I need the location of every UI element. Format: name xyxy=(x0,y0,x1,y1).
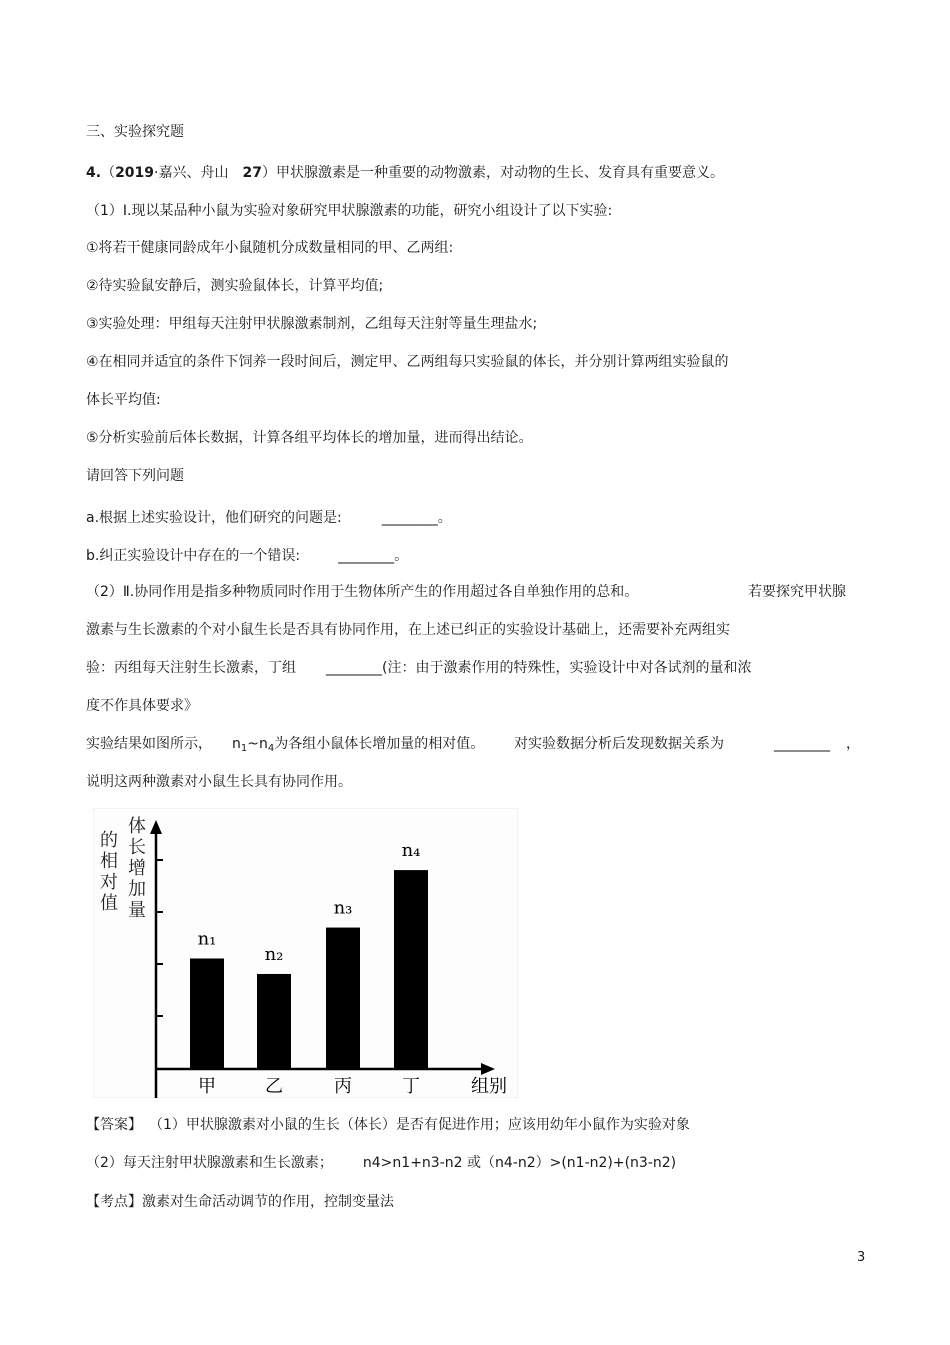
result-line xyxy=(86,734,484,759)
result-d: 说明这两种激素对小鼠生长具有协同作用。 xyxy=(86,774,352,790)
result-b: 为各组小鼠体长增加量的相对值。 xyxy=(274,736,485,752)
bar-label-4: n₄ xyxy=(401,840,421,862)
kaodian-text: 激素对生命活动调节的作用，控制变量法 xyxy=(142,1194,394,1210)
result-a: 实验结果如图所示， xyxy=(86,736,212,752)
source-number: 27 xyxy=(242,165,262,181)
blank-c: ________ xyxy=(326,660,382,676)
step-2: ②待实验鼠安静后，测实验鼠体长，计算平均值; xyxy=(86,278,384,294)
bar-3 xyxy=(326,928,360,1069)
y-axis-label-char: 增 xyxy=(128,858,146,879)
question-intro: ）甲状腺激素是一种重要的动物激素，对动物的生长、发育具有重要意义。 xyxy=(261,165,724,181)
bar-2 xyxy=(257,974,291,1069)
question-a xyxy=(86,508,452,528)
result-sub1: 1 xyxy=(240,743,248,754)
answer-line2 xyxy=(86,1153,676,1173)
answer-part2-a: （2）每天注射甲状腺激素和生长激素； xyxy=(86,1155,333,1171)
answer-line1 xyxy=(86,1115,690,1135)
part2-e: (注：由于激素作用的特殊性，实验设计中对各试剂的量和浓 xyxy=(382,660,752,676)
result-n1: n xyxy=(232,736,241,752)
kaodian-label: 【考点】 xyxy=(86,1194,142,1210)
answer-part1: （1）甲状腺激素对小鼠的生长（体长）是否有促进作用；应该用幼年小鼠作为实验对象 xyxy=(156,1117,690,1133)
question-number: 4. xyxy=(86,165,102,181)
bar-label-1: n₁ xyxy=(197,928,217,950)
bar-4 xyxy=(394,870,428,1069)
blank-a: ________ xyxy=(381,510,438,526)
period-b: 。 xyxy=(394,548,409,564)
part2-line3 xyxy=(86,658,751,678)
y-axis-label-char: 长 xyxy=(128,837,146,858)
question-a-text: a.根据上述实验设计，他们研究的问题是: xyxy=(86,510,342,526)
part2-f: 度不作具体要求》 xyxy=(86,698,198,714)
prompt: 请回答下列问题 xyxy=(86,468,184,484)
answer-label: 【答案】 xyxy=(86,1117,142,1133)
source-open: （ xyxy=(101,165,116,181)
y-axis-label-char: 体 xyxy=(128,816,146,837)
bar-1 xyxy=(190,959,224,1070)
result-c: 对实验数据分析后发现数据关系为 xyxy=(514,736,724,752)
bar-label-3: n₃ xyxy=(333,897,353,919)
result-sub4: 4 xyxy=(267,743,275,754)
part2-a: （2）Ⅱ.协同作用是指多种物质同时作用于生物体所产生的作用超过各自单独作用的总和。 xyxy=(86,584,639,600)
answer-part2-b: n4>n1+n3-n2 或（n4-n2）>(n1-n2)+(n3-n2) xyxy=(362,1155,677,1171)
step-3: ③实验处理：甲组每天注射甲状腺激素制剂，乙组每天注射等量生理盐水; xyxy=(86,316,538,332)
category-label-3: 丙 xyxy=(334,1076,352,1097)
source-place: ·嘉兴、舟山 xyxy=(154,165,229,181)
part2-d: 验：丙组每天注射生长激素，丁组 xyxy=(86,660,296,676)
result-comma: ， xyxy=(846,736,860,752)
source-year: 2019 xyxy=(115,165,155,181)
category-label-2: 乙 xyxy=(265,1076,283,1097)
y-axis-label-char: 对 xyxy=(100,872,118,893)
blank-b: ________ xyxy=(338,548,395,564)
y-axis-label-char: 的 xyxy=(100,830,118,851)
period-a: 。 xyxy=(437,510,452,526)
kaodian-line xyxy=(86,1192,394,1212)
page-number: 3 xyxy=(857,1250,866,1265)
category-label-4: 丁 xyxy=(402,1076,420,1097)
bar-chart xyxy=(93,808,518,1098)
part1-intro: （1）Ⅰ.现以某品种小鼠为实验对象研究甲状腺激素的功能，研究小组设计了以下实验: xyxy=(86,203,613,219)
part2-line1 xyxy=(86,582,638,602)
y-axis-label-char: 量 xyxy=(128,900,146,921)
step-1: ①将若干健康同龄成年小鼠随机分成数量相同的甲、乙两组: xyxy=(86,240,454,256)
part2-c: 激素与生长激素的个对小鼠生长是否具有协同作用，在上述已纠正的实验设计基础上，还需要补充两组实 xyxy=(86,622,730,638)
step-5: ⑤分析实验前后体长数据，计算各组平均体长的增加量，进而得出结论。 xyxy=(86,430,533,446)
bar-label-2: n₂ xyxy=(264,943,284,965)
question-b xyxy=(86,546,408,566)
y-axis-label-char: 加 xyxy=(128,879,146,900)
part2-b: 若要探究甲状腺 xyxy=(748,584,846,600)
question-b-text: b.纠正实验设计中存在的一个错误: xyxy=(86,548,301,564)
question-header xyxy=(86,163,724,183)
blank-d: ________ xyxy=(774,736,830,752)
y-axis-label-char: 值 xyxy=(100,893,118,914)
step-4: ④在相同并适宜的条件下饲养一段时间后，测定甲、乙两组每只实验鼠的体长，并分别计算两组实验鼠的 xyxy=(86,354,729,370)
result-tilde: ~n xyxy=(247,736,268,752)
y-axis-label-char: 相 xyxy=(100,851,118,872)
section-heading: 三、实验探究题 xyxy=(86,124,184,140)
step-4-cont: 体长平均值: xyxy=(86,392,161,408)
x-axis-label: 组别 xyxy=(471,1076,507,1097)
category-label-1: 甲 xyxy=(198,1076,216,1097)
